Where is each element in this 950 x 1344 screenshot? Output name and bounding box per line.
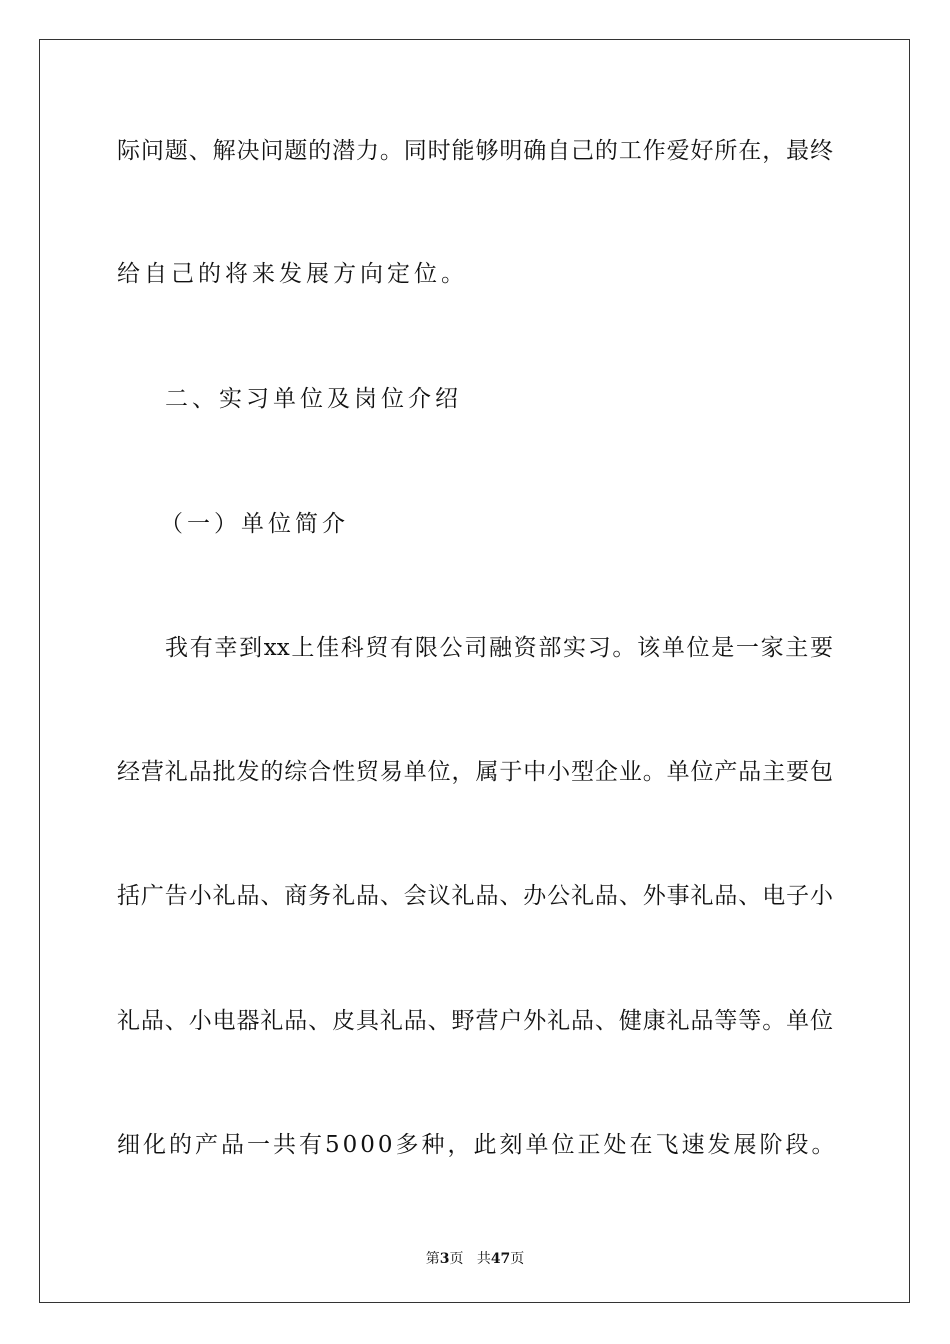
page-footer — [0, 1248, 950, 1268]
page-frame — [39, 39, 910, 1303]
page-suffix: 页 — [449, 1251, 464, 1267]
body-line-5: 括广告小礼品、商务礼品、会议礼品、办公礼品、外事礼品、电子小 — [117, 883, 833, 909]
body-line-2: 给自己的将来发展方向定位。 — [117, 261, 468, 287]
section-heading: 二、实习单位及岗位介绍 — [165, 386, 462, 412]
body-line-3: 我有幸到xx上佳科贸有限公司融资部实习。该单位是一家主要 — [165, 635, 833, 661]
total-pages: 47 — [490, 1251, 511, 1267]
body-line-1: 际问题、解决问题的潜力。同时能够明确自己的工作爱好所在，最终 — [117, 138, 833, 164]
total-prefix: 共 — [476, 1251, 491, 1267]
page-number: 3 — [439, 1251, 450, 1267]
page-prefix: 第 — [425, 1251, 440, 1267]
total-suffix: 页 — [510, 1251, 525, 1267]
subsection-heading: （一）单位简介 — [160, 511, 349, 537]
body-line-6: 礼品、小电器礼品、皮具礼品、野营户外礼品、健康礼品等等。单位 — [117, 1008, 833, 1034]
body-line-7: 细化的产品一共有5000多种，此刻单位正处在飞速发展阶段。 — [117, 1132, 838, 1158]
body-line-4: 经营礼品批发的综合性贸易单位，属于中小型企业。单位产品主要包 — [117, 759, 833, 785]
